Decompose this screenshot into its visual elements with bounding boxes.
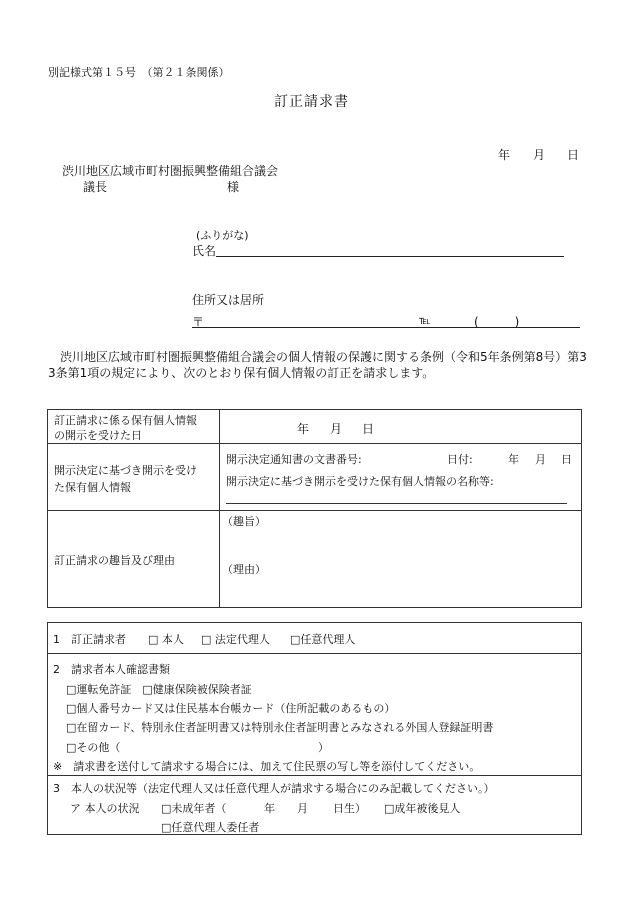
disclosure-year-label[interactable]: 年 xyxy=(297,422,310,436)
id-docs-line-1[interactable]: □運転免許証 □健康保険被保険者証 xyxy=(66,683,252,696)
tel-parens: ( ) xyxy=(474,315,520,329)
addressee-org: 渋川地区広域市町村圏振興整備組合議会 xyxy=(62,164,279,178)
mail-request-note: ※ 請求書を送付して請求する場合には、加えて住民票の写し等を添付してください。 xyxy=(53,760,481,773)
table2-row-divider-1 xyxy=(47,653,582,654)
date-year-label: 年 xyxy=(498,148,511,162)
disclosure-date-label-1: 訂正請求に係る保有個人情報 xyxy=(54,414,197,427)
disclosed-info-label-1: 開示決定に基づき開示を受け xyxy=(54,464,197,477)
form-reference: 別記様式第１５号 （第２１条関係） xyxy=(48,66,230,79)
checkbox-minor[interactable]: □未成年者（ xyxy=(161,802,227,815)
table1-row-divider-1 xyxy=(47,443,582,444)
checkbox-self[interactable]: □ 本人 xyxy=(148,633,184,646)
checkbox-voluntary-principal[interactable]: □任意代理人委任者 xyxy=(161,821,260,834)
notice-year-label[interactable]: 年 xyxy=(508,453,519,466)
disclosed-info-name-label: 開示決定に基づき開示を受けた保有個人情報の名称等: xyxy=(226,475,494,488)
id-docs-other-close: ） xyxy=(318,741,329,754)
disclosure-day-label[interactable]: 日 xyxy=(362,422,375,436)
name-field[interactable] xyxy=(216,256,564,257)
notice-date-label: 日付: xyxy=(447,453,473,466)
table2-row-divider-2 xyxy=(47,775,582,776)
minor-birth-year-label: 年 xyxy=(264,802,275,815)
disclosure-month-label[interactable]: 月 xyxy=(330,422,343,436)
date-day-label: 日 xyxy=(567,148,580,162)
checkbox-legal-agent[interactable]: □ 法定代理人 xyxy=(201,633,270,646)
minor-birth-day-label: 日生） xyxy=(333,802,366,815)
purpose-reason-label: 訂正請求の趣旨及び理由 xyxy=(54,554,175,567)
tel-label: ℡ xyxy=(419,314,431,327)
intro-text-line-2: 3条第1項の規定により、次のとおり保有個人情報の訂正を請求します。 xyxy=(48,366,435,380)
postal-mark: 〒 xyxy=(192,315,205,329)
checkbox-adult-ward[interactable]: □成年被後見人 xyxy=(384,802,461,815)
notice-doc-number-label: 開示決定通知書の文書番号: xyxy=(226,453,362,466)
addressee-honorific: 様 xyxy=(227,180,240,194)
disclosed-info-name-field[interactable] xyxy=(226,503,567,504)
id-docs-line-3[interactable]: □在留カード、特別永住者証明書又は特別永住者証明書とみなされる外国人登録証明書 xyxy=(66,721,494,734)
principal-status-label: ア 本人の状況 xyxy=(70,802,140,815)
id-docs-other[interactable]: □その他（ xyxy=(66,741,121,754)
intro-text-line-1: 渋川地区広域市町村圏振興整備組合議会の個人情報の保護に関する条例（令和5年条例第8号）第3 xyxy=(60,350,587,364)
document-title: 訂正請求書 xyxy=(274,94,349,110)
furigana-label: (ふりがな) xyxy=(196,229,249,242)
disclosure-date-label-2: の開示を受けた日 xyxy=(54,429,142,442)
checkbox-voluntary-agent[interactable]: □任意代理人 xyxy=(290,633,356,646)
minor-birth-month-label: 月 xyxy=(297,802,308,815)
purpose-label[interactable]: （趣旨） xyxy=(222,515,266,528)
address-label: 住所又は居所 xyxy=(192,293,265,307)
table1-row-divider-2 xyxy=(47,510,582,511)
notice-month-label[interactable]: 月 xyxy=(535,453,546,466)
notice-day-label[interactable]: 日 xyxy=(561,453,572,466)
reason-label[interactable]: （理由） xyxy=(222,563,266,576)
address-field[interactable] xyxy=(192,327,580,328)
id-documents-heading: 2 請求者本人確認書類 xyxy=(53,663,170,676)
disclosed-info-label-2: た保有個人情報 xyxy=(54,481,131,494)
date-month-label: 月 xyxy=(533,148,546,162)
id-docs-line-2[interactable]: □個人番号カード又は住民基本台帳カード（住所記載のあるもの） xyxy=(66,702,396,715)
addressee-role: 議長 xyxy=(83,180,108,194)
principal-status-heading: 3 本人の状況等（法定代理人又は任意代理人が請求する場合にのみ記載してください。） xyxy=(53,782,495,795)
name-label: 氏名 xyxy=(192,244,217,258)
requester-type-heading: 1 訂正請求者 xyxy=(53,633,126,646)
table1-column-divider xyxy=(219,409,220,608)
